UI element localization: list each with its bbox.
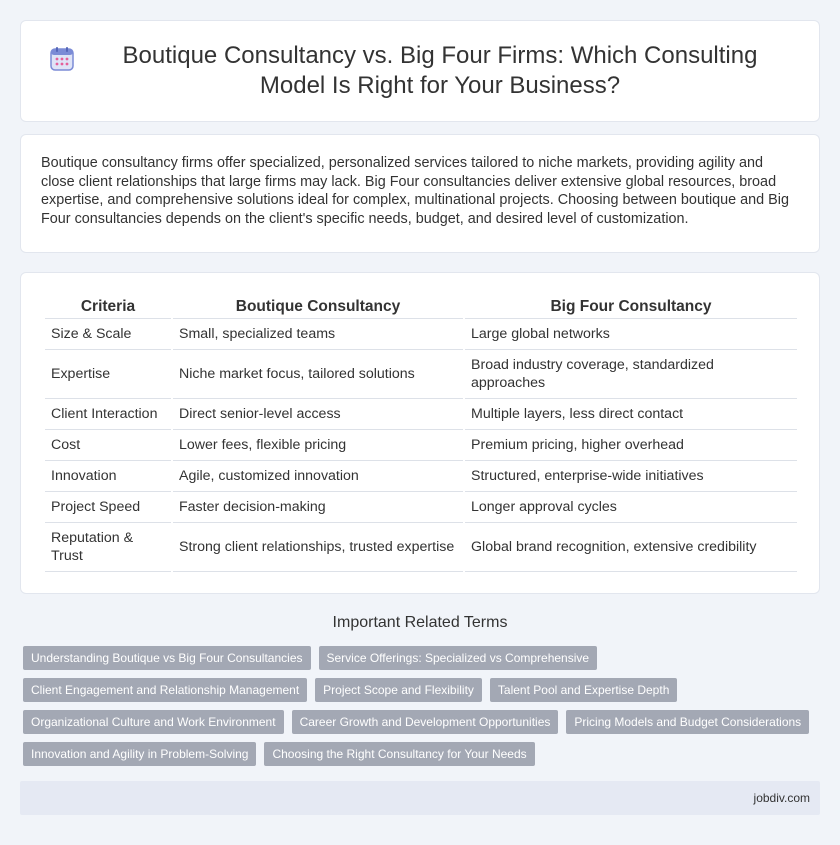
header-boutique: Boutique Consultancy (173, 295, 463, 319)
table-cell: Niche market focus, tailored solutions (173, 350, 463, 399)
table-cell: Innovation (45, 461, 171, 492)
table-cell: Multiple layers, less direct contact (465, 399, 797, 430)
related-term-tag[interactable]: Talent Pool and Expertise Depth (490, 678, 677, 702)
comparison-table (43, 295, 799, 572)
table-cell: Expertise (45, 350, 171, 399)
table-row (45, 523, 797, 572)
table-cell: Lower fees, flexible pricing (173, 430, 463, 461)
table-cell: Project Speed (45, 492, 171, 523)
related-term-tag[interactable]: Client Engagement and Relationship Management (23, 678, 307, 702)
related-terms-list (23, 646, 823, 766)
footer-site-link[interactable]: jobdiv.com (753, 791, 810, 805)
related-terms-title: Important Related Terms (332, 614, 508, 631)
table-cell: Size & Scale (45, 319, 171, 350)
header-criteria: Criteria (45, 295, 171, 319)
table-cell: Agile, customized innovation (173, 461, 463, 492)
table-cell: Premium pricing, higher overhead (465, 430, 797, 461)
table-cell: Strong client relationships, trusted expertise (173, 523, 463, 572)
table-cell: Faster decision-making (173, 492, 463, 523)
table-cell: Reputation & Trust (45, 523, 171, 572)
related-term-tag[interactable]: Innovation and Agility in Problem-Solving (23, 742, 256, 766)
table-row (45, 430, 797, 461)
related-term-tag[interactable]: Career Growth and Development Opportunities (292, 710, 559, 734)
related-term-tag[interactable]: Understanding Boutique vs Big Four Consultancies (23, 646, 311, 670)
header-big-four: Big Four Consultancy (465, 295, 797, 319)
table-header-row (45, 295, 797, 319)
table-cell: Global brand recognition, extensive credibility (465, 523, 797, 572)
footer (20, 781, 820, 815)
related-term-tag[interactable]: Project Scope and Flexibility (315, 678, 482, 702)
table-cell: Large global networks (465, 319, 797, 350)
intro-card (20, 134, 820, 253)
table-row (45, 492, 797, 523)
related-term-tag[interactable]: Organizational Culture and Work Environment (23, 710, 284, 734)
table-cell: Structured, enterprise-wide initiatives (465, 461, 797, 492)
table-cell: Cost (45, 430, 171, 461)
table-cell: Broad industry coverage, standardized approaches (465, 350, 797, 399)
table-cell: Client Interaction (45, 399, 171, 430)
table-row (45, 399, 797, 430)
page-title: Boutique Consultancy vs. Big Four Firms: Which Consulting Model Is Right for Your Business? (122, 42, 758, 99)
title-card (20, 20, 820, 122)
table-cell: Longer approval cycles (465, 492, 797, 523)
related-term-tag[interactable]: Choosing the Right Consultancy for Your Needs (264, 742, 534, 766)
table-cell: Small, specialized teams (173, 319, 463, 350)
table-row (45, 319, 797, 350)
related-term-tag[interactable]: Pricing Models and Budget Considerations (566, 710, 809, 734)
table-cell: Direct senior-level access (173, 399, 463, 430)
table-row (45, 461, 797, 492)
table-row (45, 350, 797, 399)
intro-paragraph: Boutique consultancy firms offer specialized, personalized services tailored to niche markets, providing agility and close client relationships that large firms may lack. Big Four consultancies deliver extensive global resources, broad expertise, and comprehensive solutions ideal for complex, multinational projects. Choosing between boutique and Big Four consultancies depends on the client's specific needs, budget, and desired level of customization. (41, 155, 789, 227)
related-term-tag[interactable]: Service Offerings: Specialized vs Comprehensive (319, 646, 598, 670)
comparison-table-card (20, 272, 820, 594)
